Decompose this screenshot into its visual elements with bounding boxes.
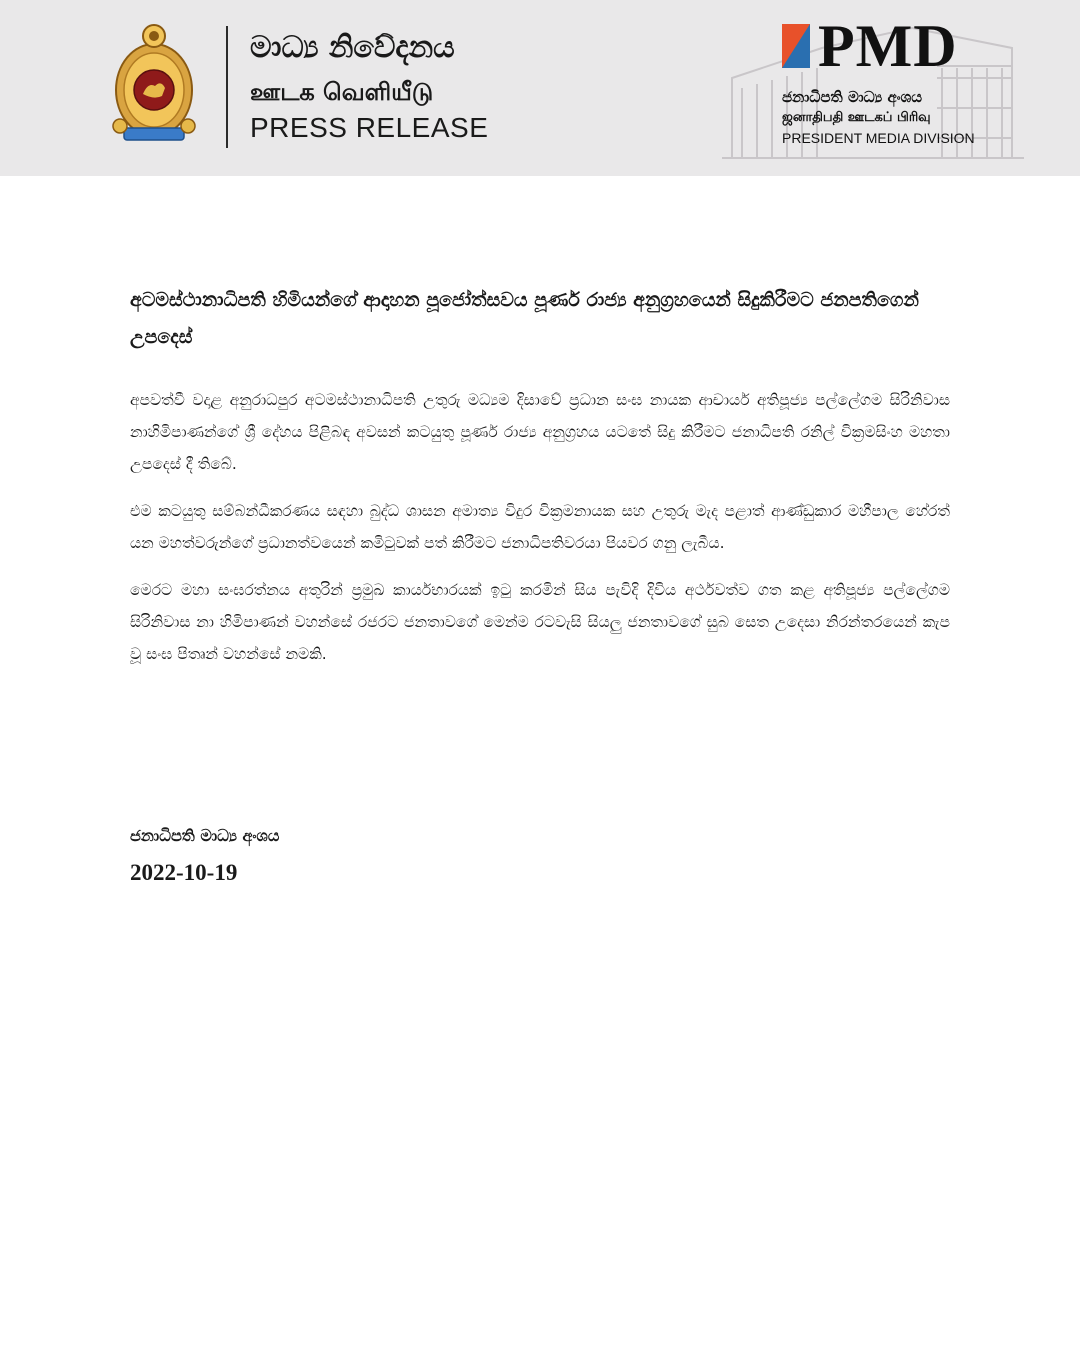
title-english: PRESS RELEASE [250, 112, 489, 143]
article-paragraph: අපවත්වී වදාළ අනුරාධපුර අටමස්ථානාධිපති උතුරු මධ්‍යම දිසාවේ ප්‍රධාන සංඝ නායක ආචාර්ය අතිපූජ්‍ය පල්ලේගම සිරිනිවාස නාහිමිපාණන්ගේ ශ්‍රී දේහය පිළිබඳ අවසන් කටයුතු පූර්ණ රාජ්‍ය අනුග්‍රහය යටතේ සිදු කිරීමට ජනාධිපති රනිල් වික්‍රමසිංහ මහතා උපදෙස් දී තිබේ. [130, 391, 950, 473]
article-paragraph: එම කටයුතු සම්බන්ධීකරණය සඳහා බුද්ධ ශාසන අමාත්‍ය විදුර වික්‍රමනායක සහ උතුරු මැද පළාත් ආණ්ඩුකාර මහීපාල හේරත් යන මහත්වරුන්ගේ ප්‍රධානත්වයෙන් කමිටුවක් පත් කිරීමට ජනාධිපතිවරයා පියවර ගනු ලැබීය. [130, 502, 950, 552]
pmd-logo-text: PMD [818, 13, 958, 79]
footer-organization: ජනාධිපති මාධ්‍ය අංශය [130, 826, 280, 845]
pmd-logo-mark-icon [782, 24, 810, 68]
article-body [130, 384, 950, 685]
pmd-name-english: PRESIDENT MEDIA DIVISION [782, 130, 975, 146]
pmd-name-tamil: ஜனாதிபதி ஊடகப் பிரிவு [782, 110, 931, 125]
title-sinhala: මාධ්‍ය නිවේදනය [250, 30, 455, 65]
article-headline: අටමස්ථානාධිපති හිමියන්ගේ ආදාහන පූජෝත්සවය පූර්ණ රාජ්‍ය අනුග්‍රහයෙන් සිදුකිරීමට ජනපතිගෙන් උපදෙස් [130, 289, 919, 348]
article-paragraph: මෙරට මහා සංඝරත්නය අතුරින් ප්‍රමුඛ කාර්යභාරයක් ඉටු කරමින් සිය පැවිදි දිවිය අර්ථවත්ව ගත කළ අතිපූජ්‍ය පල්ලේගම සිරිනිවාස නා හිමිපාණන් වහන්සේ රජරට ජනතාවගේ මෙන්ම රටවැසි සියලු ජනතාවගේ සුබ සෙත උදෙසා නිරන්තරයෙන් කැප වූ සංඝ පිතෘන් වහන්සේ නමකි. [130, 581, 950, 663]
footer-date: 2022-10-19 [130, 860, 238, 885]
header-divider [226, 26, 228, 148]
sri-lanka-emblem-icon [110, 22, 198, 146]
pmd-name-sinhala: ජනාධිපති මාධ්‍ය අංශය [782, 88, 923, 106]
title-tamil: ஊடக வெளியீடு [250, 78, 434, 106]
letterhead [0, 0, 1080, 176]
